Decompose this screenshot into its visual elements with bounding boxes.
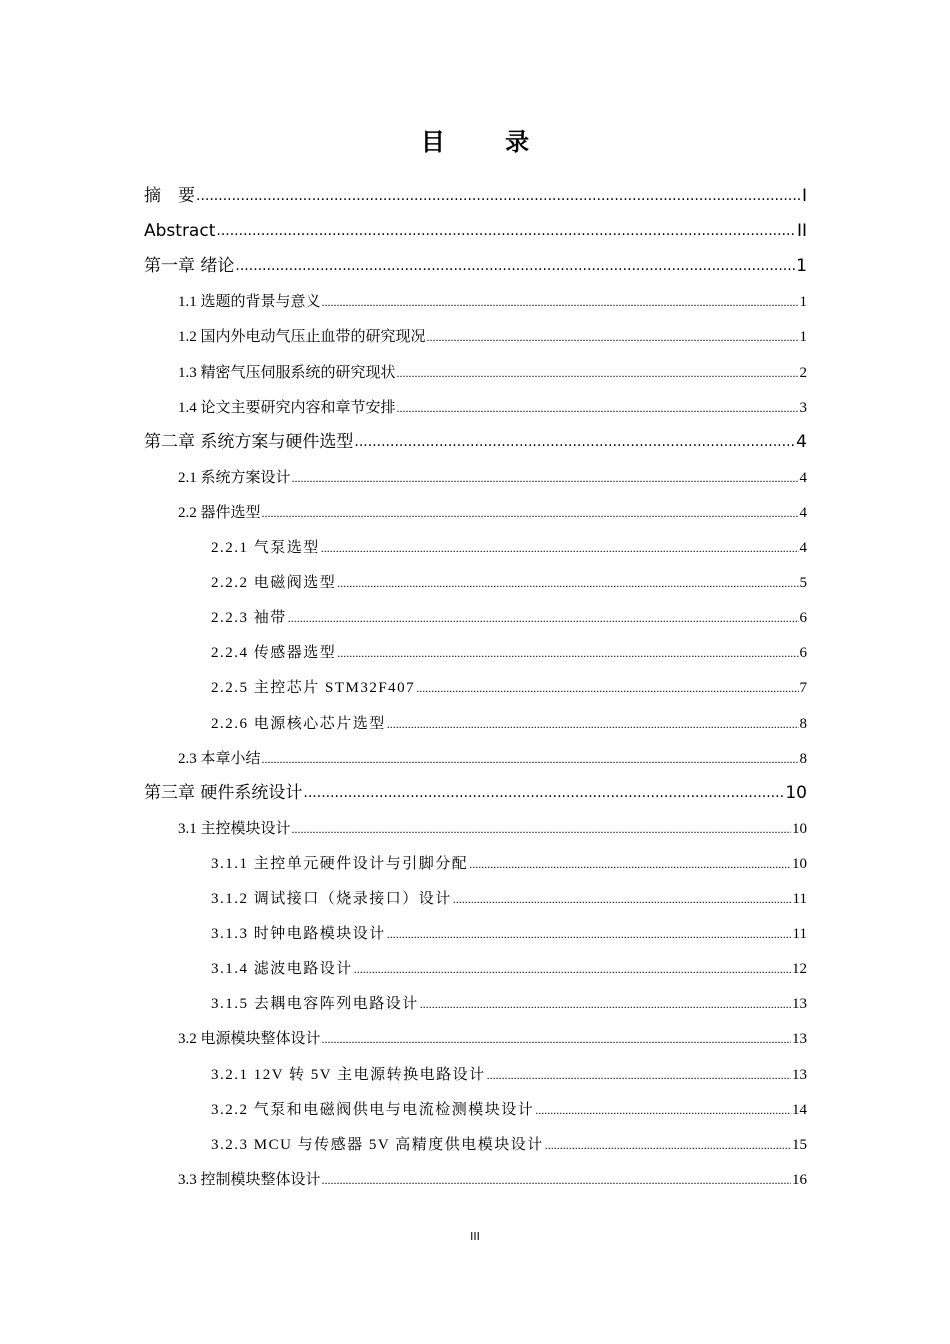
toc-entry[interactable] — [211, 566, 807, 592]
toc-entry[interactable] — [144, 180, 807, 206]
toc-entry-page: 8 — [799, 716, 807, 732]
page-title: 目 录 — [420, 128, 556, 156]
toc-entry-page: 16 — [792, 1172, 807, 1188]
toc-entry-page: 3 — [799, 400, 807, 416]
toc-dot-leader — [397, 364, 799, 382]
toc-dot-leader — [216, 221, 796, 241]
toc-entry-label: 2.2.4 传感器选型 — [211, 645, 337, 661]
toc-dot-leader — [337, 644, 798, 662]
toc-dot-leader — [469, 855, 791, 873]
page-number: III — [470, 1230, 480, 1243]
toc-entry-page: 4 — [799, 470, 807, 486]
toc-entry-page: 11 — [792, 891, 807, 907]
toc-entry-label: 1.2 国内外电动气压止血带的研究现况 — [178, 329, 426, 345]
toc-entry-page: 4 — [799, 505, 807, 521]
toc-entry-label: 1.1 选题的背景与意义 — [178, 294, 321, 310]
toc-dot-leader — [262, 750, 799, 768]
toc-entry-label: 2.2.3 袖带 — [211, 610, 287, 626]
toc-dot-leader — [288, 609, 799, 627]
toc-entry-page: 14 — [792, 1102, 807, 1118]
toc-dot-leader — [337, 574, 798, 592]
toc-dot-leader — [322, 1030, 791, 1048]
toc-entry-label: 2.2.5 主控芯片 STM32F407 — [211, 680, 416, 696]
toc-entry[interactable] — [178, 742, 807, 768]
toc-entry[interactable] — [211, 882, 807, 908]
toc-entry-page: 13 — [792, 996, 807, 1012]
toc-entry-page: 12 — [792, 961, 807, 977]
toc-entry[interactable] — [211, 1093, 807, 1119]
toc-dot-leader — [292, 469, 799, 487]
toc-entry-page: II — [796, 221, 807, 241]
toc-entry-page: 10 — [792, 856, 807, 872]
toc-dot-leader — [416, 679, 798, 697]
toc-dot-leader — [535, 1101, 791, 1119]
toc-entry-page: 4 — [799, 540, 807, 556]
toc-entry-page: 10 — [785, 783, 807, 803]
toc-entry[interactable] — [211, 847, 807, 873]
toc-entry-label: 3.3 控制模块整体设计 — [178, 1172, 321, 1188]
toc-entry-label: 2.2.6 电源核心芯片选型 — [211, 716, 386, 732]
toc-entry[interactable] — [178, 1022, 807, 1048]
toc-entry[interactable] — [144, 250, 807, 276]
toc-dot-leader — [387, 715, 799, 733]
toc-entry-page: 6 — [799, 610, 807, 626]
toc-entry-page: 10 — [792, 821, 807, 837]
toc-entry[interactable] — [211, 987, 807, 1013]
toc-entry-page: 8 — [799, 751, 807, 767]
toc-entry[interactable] — [178, 320, 807, 346]
toc-entry[interactable] — [178, 285, 807, 311]
toc-entry-label: 3.1.1 主控单元硬件设计与引脚分配 — [211, 856, 469, 872]
toc-dot-leader — [196, 186, 801, 206]
toc-dot-leader — [303, 783, 784, 803]
toc-entry[interactable] — [178, 1163, 807, 1189]
toc-entry-page: 4 — [796, 432, 807, 452]
toc-entry[interactable] — [211, 1058, 807, 1084]
toc-entry-label: 3.2 电源模块整体设计 — [178, 1031, 321, 1047]
toc-entry-label: 3.2.2 气泵和电磁阀供电与电流检测模块设计 — [211, 1102, 535, 1118]
toc-entry-page: 2 — [799, 365, 807, 381]
toc-entry[interactable] — [178, 391, 807, 417]
toc-entry[interactable] — [178, 496, 807, 522]
toc-entry-label: 摘 要 — [144, 186, 195, 206]
toc-entry-label: 1.4 论文主要研究内容和章节安排 — [178, 400, 396, 416]
toc-entry[interactable] — [211, 1128, 807, 1154]
toc-entry-label: 3.2.1 12V 转 5V 主电源转换电路设计 — [211, 1067, 486, 1083]
toc-entry[interactable] — [144, 426, 807, 452]
toc-dot-leader — [322, 293, 799, 311]
toc-dot-leader — [427, 328, 799, 346]
toc-dot-leader — [453, 890, 792, 908]
toc-entry[interactable] — [211, 952, 807, 978]
toc-entry-label: 3.1.2 调试接口（烧录接口）设计 — [211, 891, 452, 907]
toc-dot-leader — [387, 925, 792, 943]
toc-entry-label: 第一章 绪论 — [144, 256, 235, 276]
toc-entry[interactable] — [211, 636, 807, 662]
toc-entry[interactable] — [144, 215, 807, 241]
toc-dot-leader — [292, 820, 791, 838]
toc-dot-leader — [545, 1136, 791, 1154]
toc-entry-label: 第三章 硬件系统设计 — [144, 783, 303, 803]
toc-entry[interactable] — [144, 777, 807, 803]
toc-entry-page: 11 — [792, 926, 807, 942]
toc-entry[interactable] — [178, 461, 807, 487]
toc-entry-label: 2.3 本章小结 — [178, 751, 261, 767]
toc-entry-label: 3.1.5 去耦电容阵列电路设计 — [211, 996, 419, 1012]
toc-entry-label: 第二章 系统方案与硬件选型 — [144, 432, 354, 452]
toc-entry[interactable] — [211, 707, 807, 733]
toc-entry-label: 3.1.3 时钟电路模块设计 — [211, 926, 386, 942]
toc-dot-leader — [235, 256, 795, 276]
toc-entry-label: 2.1 系统方案设计 — [178, 470, 291, 486]
toc-entry-label: 2.2.2 电磁阀选型 — [211, 575, 337, 591]
toc-entry-label: 3.1 主控模块设计 — [178, 821, 291, 837]
toc-entry-label: 3.1.4 滤波电路设计 — [211, 961, 353, 977]
toc-entry-page: 5 — [799, 575, 807, 591]
toc-dot-leader — [354, 432, 795, 452]
toc-entry-label: 3.2.3 MCU 与传感器 5V 高精度供电模块设计 — [211, 1137, 544, 1153]
toc-entry[interactable] — [211, 601, 807, 627]
toc-entry-page: 1 — [799, 294, 807, 310]
toc-entry-page: 7 — [799, 680, 807, 696]
toc-entry-label: 2.2.1 气泵选型 — [211, 540, 320, 556]
toc-dot-leader — [420, 995, 791, 1013]
toc-entry-label: Abstract — [144, 221, 216, 241]
toc-entry-label: 2.2 器件选型 — [178, 505, 261, 521]
toc-entry-page: I — [801, 186, 807, 206]
toc-dot-leader — [321, 539, 799, 557]
toc-dot-leader — [397, 399, 799, 417]
toc-entry[interactable] — [211, 917, 807, 943]
toc-entry-label: 1.3 精密气压伺服系统的研究现状 — [178, 365, 396, 381]
toc-entry[interactable] — [211, 671, 807, 697]
toc-entry[interactable] — [178, 812, 807, 838]
toc-entry-page: 13 — [792, 1067, 807, 1083]
toc-dot-leader — [487, 1066, 791, 1084]
toc-dot-leader — [354, 960, 791, 978]
toc-entry[interactable] — [211, 531, 807, 557]
toc-dot-leader — [322, 1171, 791, 1189]
toc-entry-page: 15 — [792, 1137, 807, 1153]
toc-dot-leader — [262, 504, 799, 522]
toc-entry-page: 13 — [792, 1031, 807, 1047]
toc-entry[interactable] — [178, 356, 807, 382]
toc-entry-page: 6 — [799, 645, 807, 661]
toc-entry-page: 1 — [796, 256, 807, 276]
toc-entry-page: 1 — [799, 329, 807, 345]
